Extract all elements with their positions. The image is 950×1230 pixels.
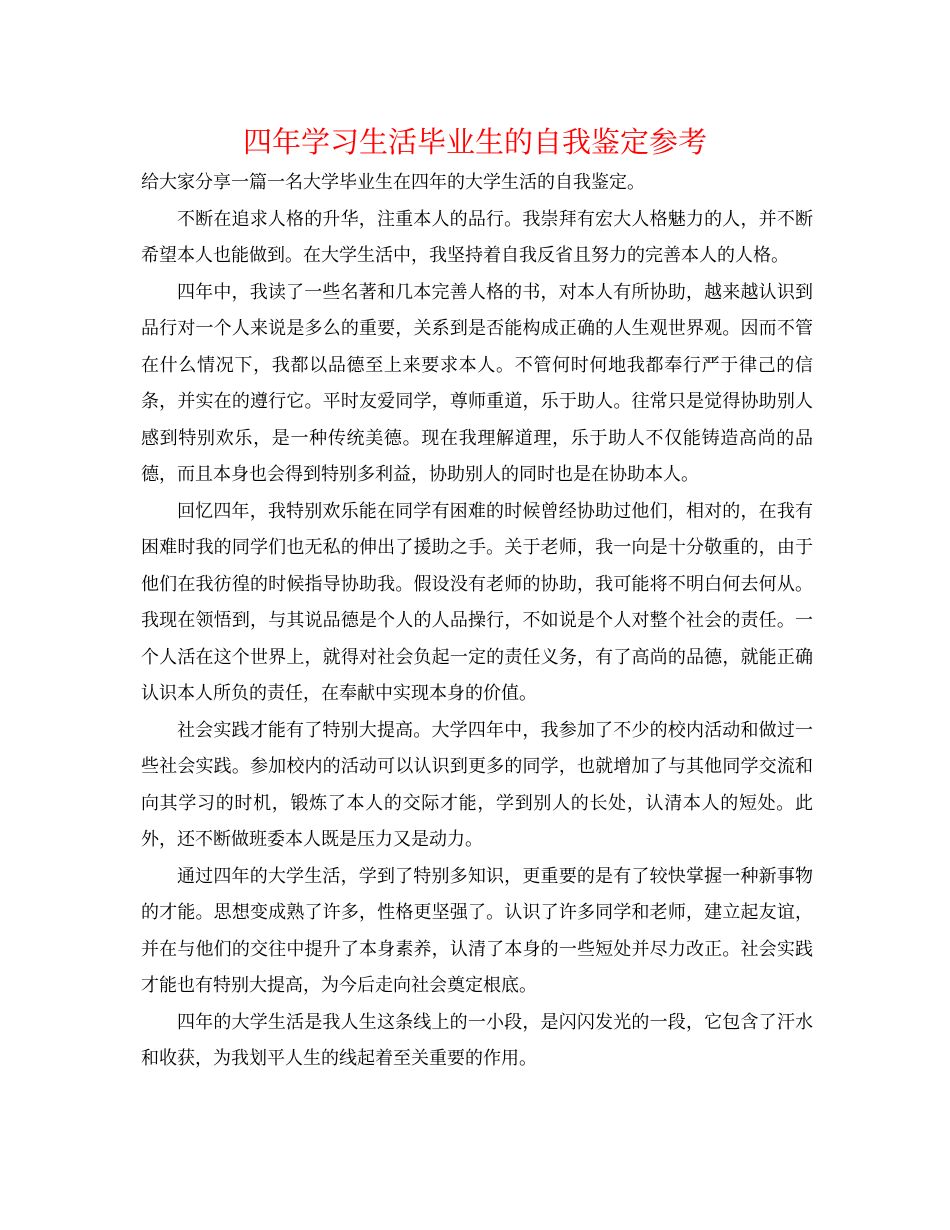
body-paragraph: 回忆四年，我特别欢乐能在同学有困难的时候曾经协助过他们，相对的，在我有困难时我的同学们也无私的伸出了援助之手。关于老师，我一向是十分敬重的，由于他们在我彷徨的时候指导协助我。假设没有老师的协助，我可能将不明白何去何从。我现在领悟到，与其说品德是个人的人品操行，不如说是个人对整个社会的责任。一个人活在这个世界上，就得对社会负起一定的责任义务，有了高尚的品德，就能正确认识本人所负的责任，在奉献中实现本身的价值。 (141, 500, 813, 704)
body-paragraph: 不断在追求人格的升华，注重本人的品行。我崇拜有宏大人格魅力的人，并不断希望本人也能做到。在大学生活中，我坚持着自我反省且努力的完善本人的人格。 (141, 208, 813, 266)
body-paragraph: 社会实践才能有了特别大提高。大学四年中，我参加了不少的校内活动和做过一些社会实践。参加校内的活动可以认识到更多的同学，也就增加了与其他同学交流和向其学习的时机，锻炼了本人的交际才能，学到别人的长处，认清本人的短处。此外，还不断做班委本人既是压力又是动力。 (141, 719, 813, 850)
document-title: 四年学习生活毕业生的自我鉴定参考 (242, 125, 707, 159)
body-paragraph: 四年中，我读了一些名著和几本完善人格的书，对本人有所协助，越来越认识到品行对一个人来说是多么的重要，关系到是否能构成正确的人生观世界观。因而不管在什么情况下，我都以品德至上来要求本人。不管何时何地我都奉行严于律己的信条，并实在的遵行它。平时友爱同学，尊师重道，乐于助人。往常只是觉得协助别人感到特别欢乐，是一种传统美德。现在我理解道理，乐于助人不仅能铸造高尚的品德，而且本身也会得到特别多利益，协助别人的同时也是在协助本人。 (141, 281, 813, 485)
intro-paragraph: 给大家分享一篇一名大学毕业生在四年的大学生活的自我鉴定。 (141, 172, 645, 193)
document-body (141, 165, 813, 1078)
body-paragraph: 四年的大学生活是我人生这条线上的一小段，是闪闪发光的一段，它包含了汗水和收获，为我划平人生的线起着至关重要的作用。 (141, 1011, 813, 1069)
body-paragraph: 通过四年的大学生活，学到了特别多知识，更重要的是有了较快掌握一种新事物的才能。思想变成熟了许多，性格更坚强了。认识了许多同学和老师，建立起友谊，并在与他们的交往中提升了本身素养，认清了本身的一些短处并尽力改正。社会实践才能也有特别大提高，为今后走向社会奠定根底。 (141, 865, 813, 996)
